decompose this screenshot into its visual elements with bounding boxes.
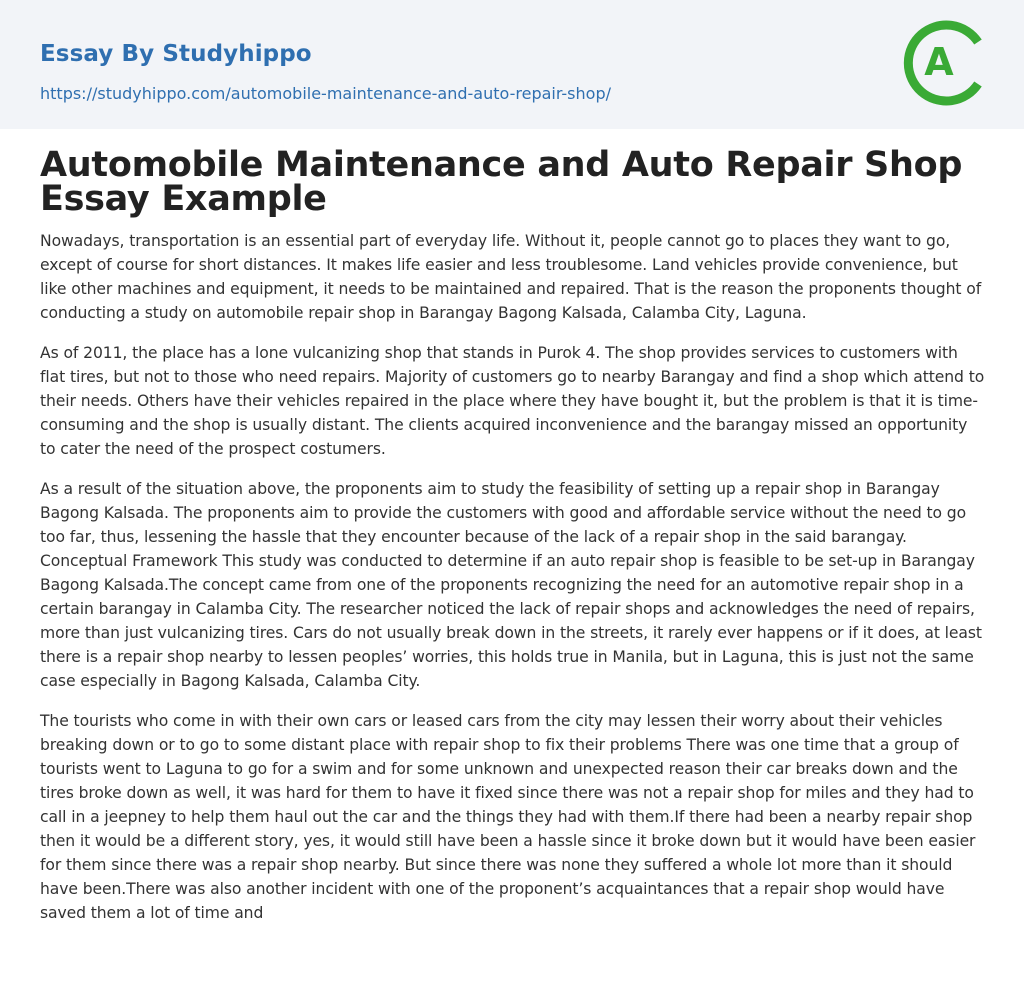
logo-letter: A	[924, 40, 954, 84]
site-brand[interactable]: Essay By Studyhippo	[40, 41, 312, 67]
article-paragraph: Nowadays, transportation is an essential part of everyday life. Without it, people cannot go to places they want to go, except of course for short distances. It makes life easier and less troublesome. Land vehicles provide convenience, but like other machines and equipment, it needs to be maintained and repaired. That is the reason the proponents thought of conducting a study on automobile repair shop in Barangay Bagong Kalsada, Calamba City, Laguna.	[40, 232, 982, 322]
article-paragraph: As a result of the situation above, the proponents aim to study the feasibility of setting up a repair shop in Barangay Bagong Kalsada. The proponents aim to provide the customers with good and affordable service without the need to go too far, thus, lessening the hassle that they encounter because of the lack of a repair shop in the said barangay. Conceptual Framework This study was conducted to determine if an auto repair shop is feasible to be set-up in Barangay Bagong Kalsada.The concept came from one of the proponents recognizing the need for an automotive repair shop in a certain barangay in Calamba City. The researcher noticed the lack of repair shops and acknowledges the need of repairs, more than just vulcanizing tires. Cars do not usually break down in the streets, it rarely ever happens or if it does, at least there is a repair shop nearby to lessen peoples’ worries, this holds true in Manila, but in Laguna, this is just not the same case especially in Bagong Kalsada, Calamba City.	[40, 480, 982, 690]
studyhippo-logo-icon[interactable]	[900, 18, 990, 108]
source-url-link[interactable]: https://studyhippo.com/automobile-maintenance-and-auto-repair-shop/	[40, 84, 611, 103]
article	[40, 145, 986, 941]
site-header	[0, 0, 1024, 129]
article-paragraph: As of 2011, the place has a lone vulcanizing shop that stands in Purok 4. The shop provides services to customers with flat tires, but not to those who need repairs. Majority of customers go to nearby Barangay and find a shop which attend to their needs. Others have their vehicles repaired in the place where they have bought it, but the problem is that it is time-consuming and the shop is usually distant. The clients acquired inconvenience and the barangay missed an opportunity to cater the need of the prospect costumers.	[40, 344, 985, 458]
article-paragraph: The tourists who come in with their own cars or leased cars from the city may lessen their worry about their vehicles breaking down or to go to some distant place with repair shop to fix their problems There was one time that a group of tourists went to Laguna to go for a swim and for some unknown and unexpected reason their car breaks down and the tires broke down as well, it was hard for them to have it fixed since there was not a repair shop for miles and they had to call in a jeepney to help them haul out the car and the things they had with them.If there had been a nearby repair shop then it would be a different story, yes, it would still have been a hassle since it broke down but it would have been easier for them since there was a repair shop nearby. But since there was none they suffered a whole lot more than it should have been.There was also another incident with one of the proponent’s acquaintances that a repair shop would have saved them a lot of time and	[40, 712, 976, 922]
article-title: Automobile Maintenance and Auto Repair Shop Essay Example	[40, 145, 963, 219]
